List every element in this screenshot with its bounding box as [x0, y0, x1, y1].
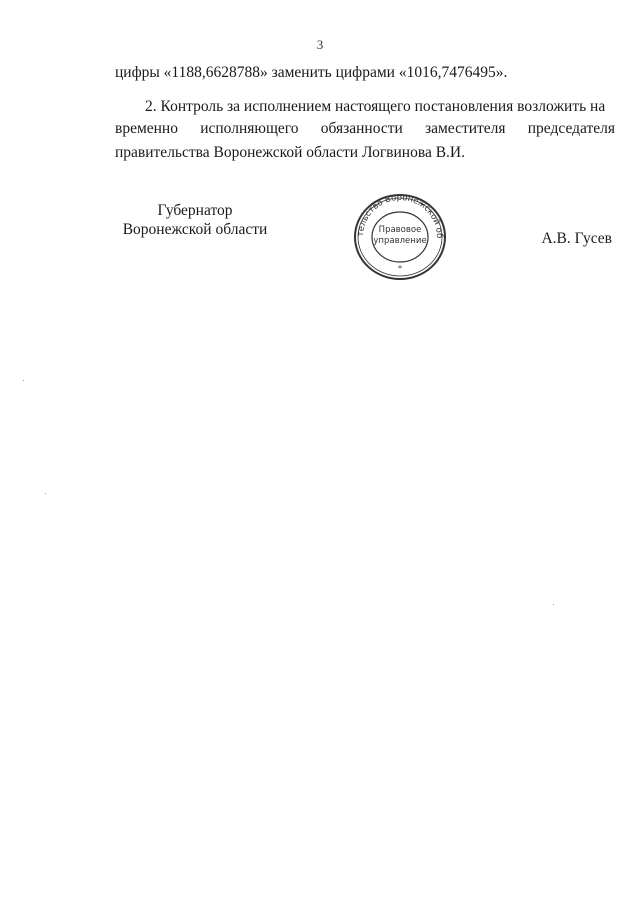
word: временно — [115, 120, 178, 137]
text-line-2 — [145, 97, 640, 117]
word: обязанности — [320, 120, 403, 137]
stamp-seal-icon — [345, 188, 455, 286]
text-line-4: правительства Воронежской области Логвинова В.И. — [115, 144, 465, 161]
stamp-inner-line2: управление — [373, 236, 427, 246]
official-stamp — [345, 188, 455, 286]
scan-speck — [553, 604, 554, 605]
page-number: 3 — [316, 37, 324, 52]
word: заместителя — [425, 120, 506, 137]
text-line-1: цифры «1188,6628788» заменить цифрами «1016,7476495». — [115, 64, 508, 81]
text-line-2-content: 2. Контроль за исполнением настоящего постановления возложить на — [145, 98, 606, 115]
signature-title-line1: Губернатор — [157, 202, 233, 219]
word: председателя — [527, 120, 615, 137]
signature-name: А.В. Гусев — [541, 230, 612, 247]
signature-title-line2: Воронежской области — [122, 221, 268, 238]
word: исполняющего — [200, 120, 299, 137]
text-line-3 — [115, 119, 615, 139]
stamp-outer-text: тельство Воронежской об — [355, 192, 445, 239]
signature-title — [115, 201, 275, 239]
scan-speck — [45, 493, 46, 494]
scan-speck — [23, 380, 24, 381]
stamp-inner-line1: Правовое — [378, 225, 422, 235]
stamp-star: * — [398, 264, 402, 273]
